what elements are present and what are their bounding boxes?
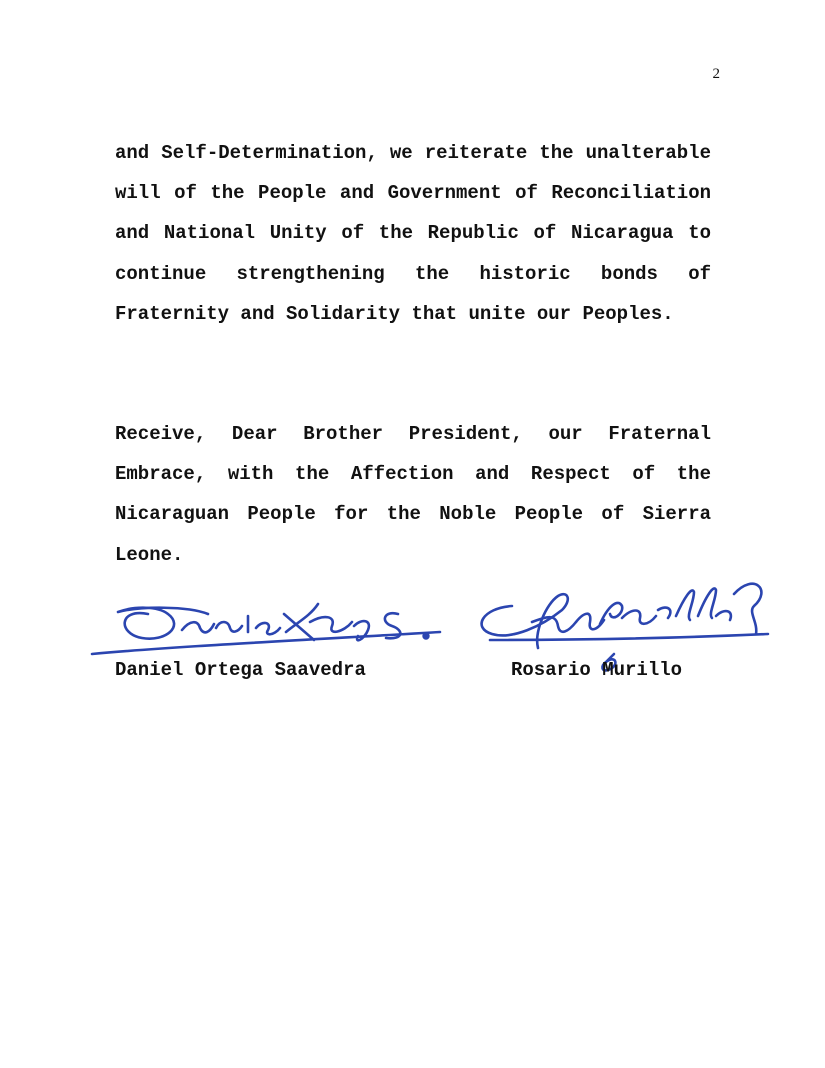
letter-paragraph: Receive, Dear Brother President, our Fraternal Embrace, with the Affection and Respect of the Nicaraguan People for the Noble People of Sierra Leone. bbox=[115, 423, 711, 566]
page-number: 2 bbox=[712, 66, 720, 82]
letter-paragraph: and Self-Determination, we reiterate the unalterable will of the People and Government of Reconciliation and National Unity of the Republic of Nicaragua to continue strengthening the historic bonds of Fraternity and Solidarity that unite our Peoples. bbox=[115, 142, 711, 325]
signature-ortega bbox=[88, 592, 448, 662]
signer-name-murillo: Rosario Murillo bbox=[511, 659, 683, 681]
signer-name-ortega: Daniel Ortega Saavedra bbox=[115, 659, 366, 681]
